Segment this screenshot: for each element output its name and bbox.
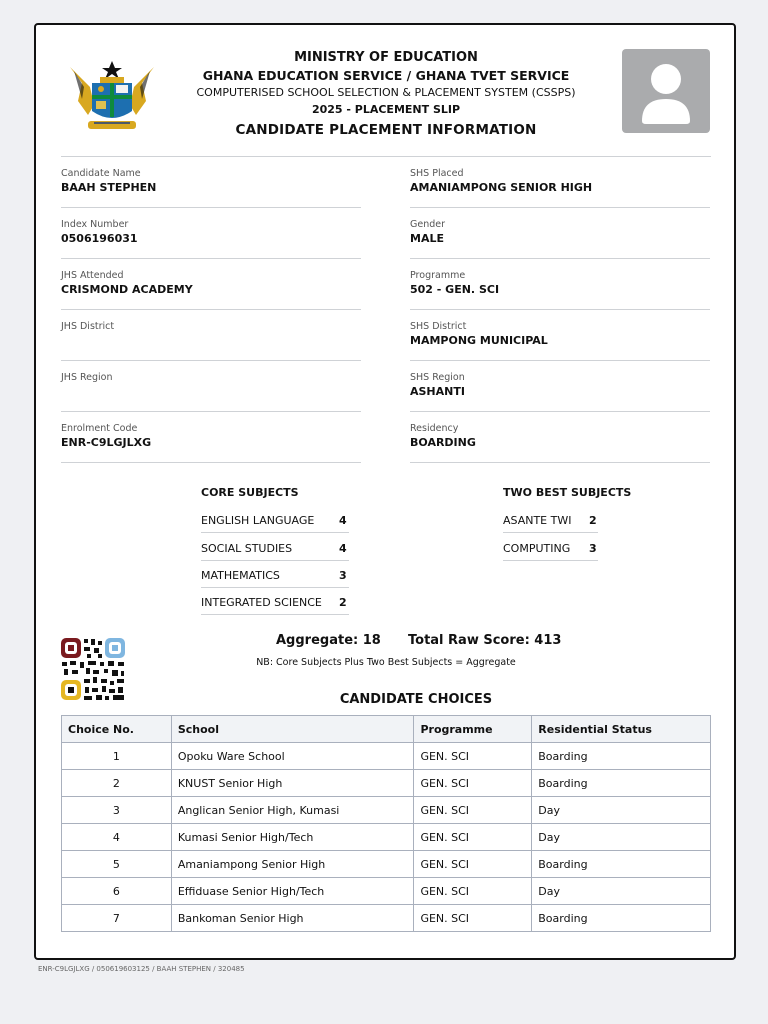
choice-residential-status: Boarding (532, 743, 711, 770)
jhs-attended-field (61, 259, 361, 310)
enrolment-code-field (61, 412, 361, 463)
choice-residential-status: Day (532, 878, 711, 905)
table-header-row (62, 716, 711, 743)
field-label: Enrolment Code (61, 423, 138, 434)
column-header: Programme (414, 716, 532, 743)
field-label: Candidate Name (61, 168, 141, 179)
slip-year-heading: 2025 - PLACEMENT SLIP (311, 103, 461, 116)
choice-programme: GEN. SCI (414, 743, 532, 770)
aggregate: Aggregate: 18 (276, 633, 381, 648)
core-subject-row (201, 534, 349, 561)
candidate-photo (622, 49, 710, 133)
shs-district-field (410, 310, 710, 361)
subject-grade: 2 (589, 514, 597, 527)
choice-school: Effiduase Senior High/Tech (171, 878, 414, 905)
jhs-district-field (61, 310, 361, 361)
core-subject-row (201, 506, 349, 533)
column-header: Choice No. (62, 716, 172, 743)
field-value: ASHANTI (410, 385, 465, 398)
choice-programme: GEN. SCI (414, 770, 532, 797)
candidate-choices-title: CANDIDATE CHOICES (339, 692, 493, 707)
table-row (62, 743, 711, 770)
subject-grade: 4 (339, 514, 347, 527)
choice-programme: GEN. SCI (414, 905, 532, 932)
programme-field (410, 259, 710, 310)
choice-number: 6 (62, 878, 172, 905)
choice-programme: GEN. SCI (414, 878, 532, 905)
choice-programme: GEN. SCI (414, 824, 532, 851)
choice-number: 3 (62, 797, 172, 824)
table-row (62, 770, 711, 797)
best-subjects-title: TWO BEST SUBJECTS (503, 486, 632, 499)
aggregate-note: NB: Core Subjects Plus Two Best Subjects = Aggregate (256, 657, 516, 668)
index-number-field (61, 208, 361, 259)
core-subjects-title: CORE SUBJECTS (201, 486, 299, 499)
table-row (62, 797, 711, 824)
page-title: CANDIDATE PLACEMENT INFORMATION (235, 122, 537, 138)
field-label: SHS Region (410, 372, 465, 383)
choice-school: KNUST Senior High (171, 770, 414, 797)
gender-field (410, 208, 710, 259)
subject-name: ASANTE TWI (503, 514, 572, 527)
choice-number: 2 (62, 770, 172, 797)
service-heading: GHANA EDUCATION SERVICE / GHANA TVET SERVICE (202, 68, 570, 83)
field-value: 502 - GEN. SCI (410, 283, 500, 296)
qr-code-icon (60, 637, 126, 701)
subject-name: MATHEMATICS (201, 569, 280, 582)
ministry-heading: MINISTRY OF EDUCATION (294, 50, 478, 65)
subject-grade: 3 (589, 542, 597, 555)
choice-programme: GEN. SCI (414, 851, 532, 878)
choice-number: 7 (62, 905, 172, 932)
subject-name: ENGLISH LANGUAGE (201, 514, 315, 527)
field-value: ENR-C9LGJLXG (61, 436, 152, 449)
choices-table (61, 715, 711, 932)
field-label: Index Number (61, 219, 129, 230)
choice-number: 4 (62, 824, 172, 851)
subject-grade: 4 (339, 542, 347, 555)
system-heading: COMPUTERISED SCHOOL SELECTION & PLACEMENT SYSTEM (CSSPS) (196, 86, 576, 99)
field-label: SHS District (410, 321, 467, 332)
core-subject-row (201, 561, 349, 588)
total-raw-score: Total Raw Score: 413 (408, 633, 562, 648)
field-value: MAMPONG MUNICIPAL (410, 334, 548, 347)
ghana-coat-of-arms-icon (64, 57, 160, 137)
field-label: Residency (410, 423, 459, 434)
field-label: JHS Region (61, 372, 113, 383)
choice-number: 1 (62, 743, 172, 770)
field-value: 0506196031 (61, 232, 138, 245)
subject-grade: 2 (339, 596, 347, 609)
choice-residential-status: Boarding (532, 905, 711, 932)
column-header: School (171, 716, 414, 743)
choice-programme: GEN. SCI (414, 797, 532, 824)
field-value: BOARDING (410, 436, 476, 449)
choice-school: Amaniampong Senior High (171, 851, 414, 878)
table-row (62, 824, 711, 851)
choice-school: Bankoman Senior High (171, 905, 414, 932)
shs-placed-field (410, 157, 710, 208)
field-label: Gender (410, 219, 446, 230)
choice-residential-status: Day (532, 797, 711, 824)
field-value: CRISMOND ACADEMY (61, 283, 193, 296)
jhs-region-field (61, 361, 361, 412)
table-row (62, 905, 711, 932)
choice-school: Kumasi Senior High/Tech (171, 824, 414, 851)
choice-residential-status: Boarding (532, 770, 711, 797)
choice-residential-status: Day (532, 824, 711, 851)
choice-residential-status: Boarding (532, 851, 711, 878)
subject-name: COMPUTING (503, 542, 571, 555)
placement-slip (34, 23, 736, 960)
field-label: JHS District (61, 321, 115, 332)
field-value: BAAH STEPHEN (61, 181, 157, 194)
candidate-name-field (61, 157, 361, 208)
best-subject-row (503, 506, 598, 533)
subject-name: INTEGRATED SCIENCE (201, 596, 322, 609)
field-value: AMANIAMPONG SENIOR HIGH (410, 181, 593, 194)
shs-region-field (410, 361, 710, 412)
table-row (62, 851, 711, 878)
field-value: MALE (410, 232, 444, 245)
column-header: Residential Status (532, 716, 711, 743)
field-label: SHS Placed (410, 168, 464, 179)
slip-footer-reference: ENR-C9LGJLXG / 050619603125 / BAAH STEPHEN / 320485 (38, 965, 245, 973)
field-label: JHS Attended (61, 270, 124, 281)
subject-name: SOCIAL STUDIES (201, 542, 293, 555)
table-row (62, 878, 711, 905)
residency-field (410, 412, 710, 463)
choice-school: Anglican Senior High, Kumasi (171, 797, 414, 824)
choice-school: Opoku Ware School (171, 743, 414, 770)
choice-number: 5 (62, 851, 172, 878)
subject-grade: 3 (339, 569, 347, 582)
best-subject-row (503, 534, 598, 561)
user-avatar-icon (622, 49, 710, 133)
core-subject-row (201, 588, 349, 615)
field-label: Programme (410, 270, 466, 281)
